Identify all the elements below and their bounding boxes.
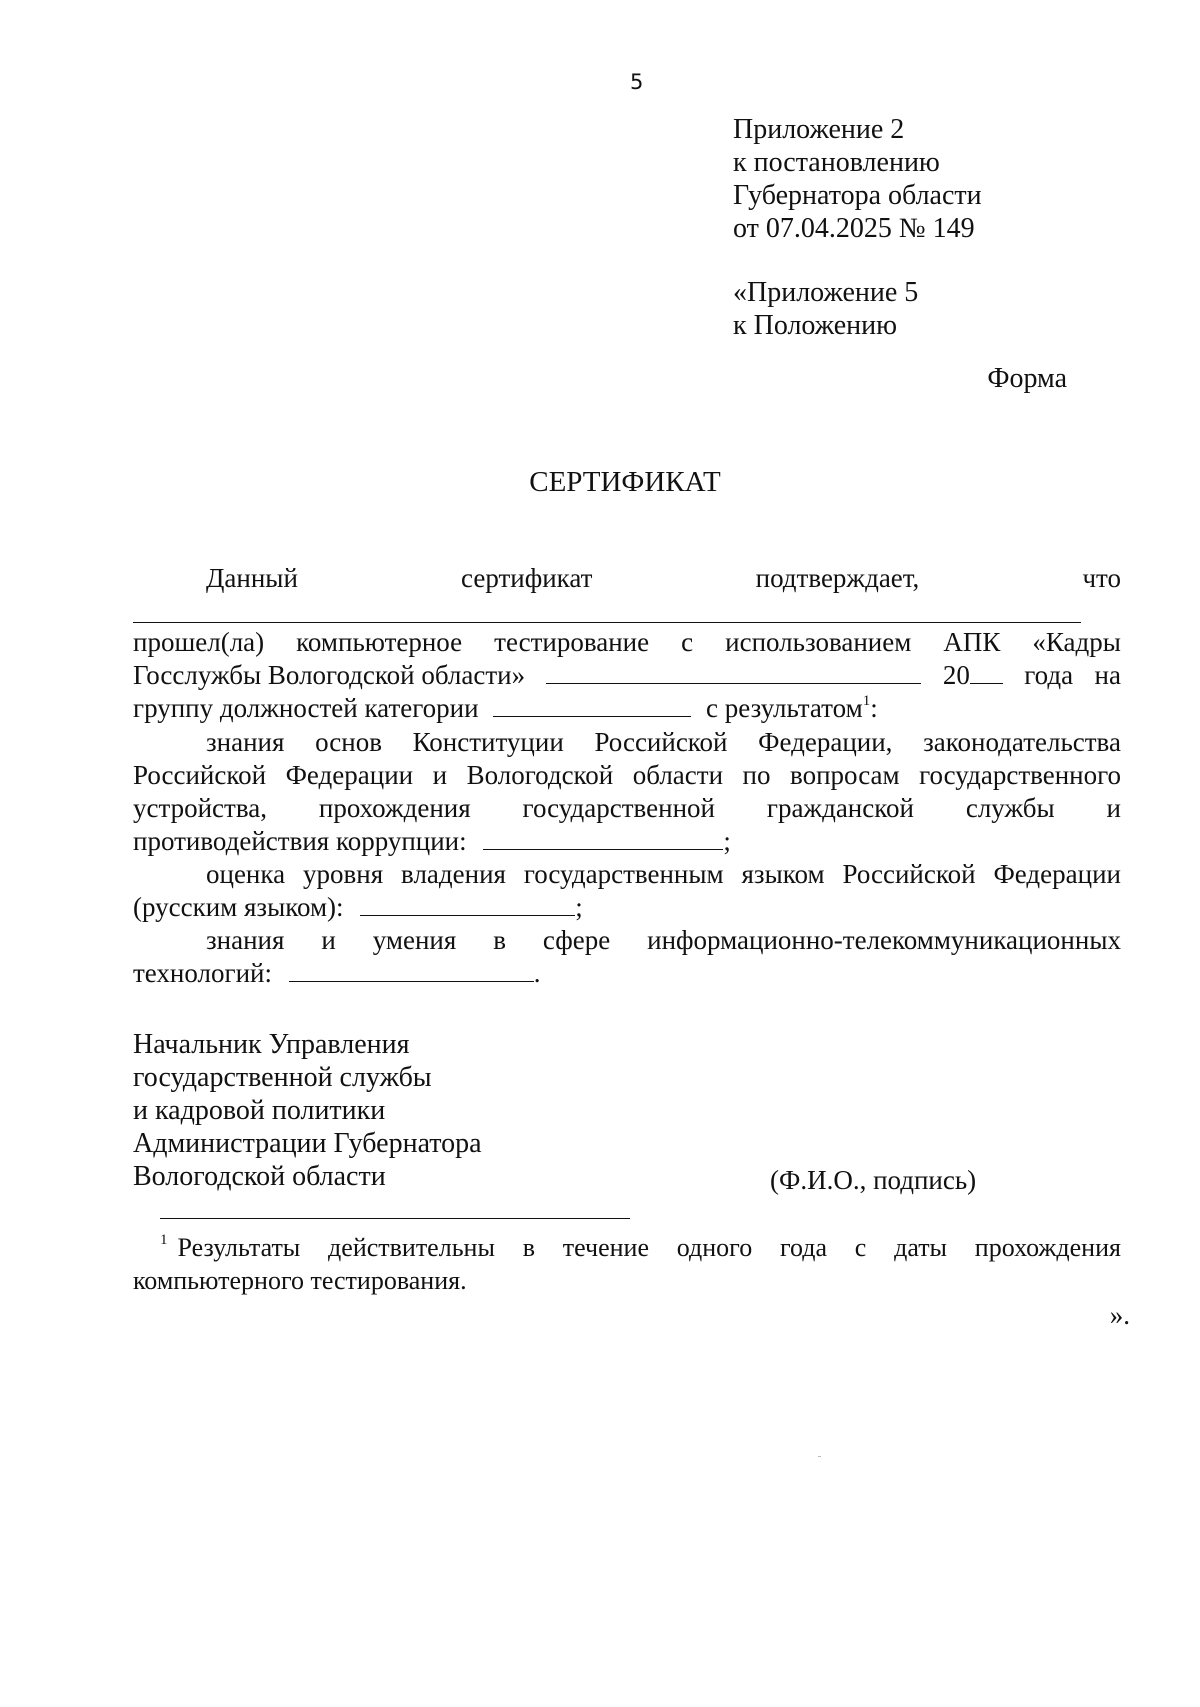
page-number: 5 xyxy=(630,70,644,94)
word: прохождения xyxy=(318,793,471,823)
word: подтверждает, xyxy=(755,563,920,593)
word: в xyxy=(493,925,506,955)
body-line xyxy=(133,958,540,989)
word: по xyxy=(742,760,771,790)
word: Федерации xyxy=(993,859,1121,889)
line-start: группу должностей категории xyxy=(133,693,479,723)
word: Российской xyxy=(133,760,267,790)
word: «Кадры xyxy=(1032,627,1121,657)
ict-result-blank xyxy=(289,959,534,982)
footnote-line xyxy=(160,1233,1121,1263)
word: информационно-телекоммуникационных xyxy=(647,925,1121,955)
footnote-ref: 1 xyxy=(862,693,871,709)
footnote-mark: 1 xyxy=(160,1232,168,1248)
word: Федерации, xyxy=(758,727,893,757)
year-group xyxy=(943,660,1003,691)
appendix-line: к Положению xyxy=(733,310,898,341)
body-line xyxy=(133,793,1121,824)
word: государственной xyxy=(522,793,715,823)
signatory-line: Вологодской области xyxy=(133,1161,386,1192)
signatory-line: Администрации Губернатора xyxy=(133,1128,482,1159)
word: с xyxy=(854,1233,867,1262)
word: Федерации xyxy=(285,760,414,790)
category-blank xyxy=(493,694,691,717)
word: тестирование xyxy=(494,627,650,657)
word: действительны xyxy=(328,1233,495,1262)
word: прохождения xyxy=(974,1233,1121,1262)
word: знания xyxy=(206,727,285,757)
word: Конституции xyxy=(412,727,564,757)
appendix-header xyxy=(733,113,982,245)
word: на xyxy=(1094,660,1121,690)
signatory-block xyxy=(133,1028,482,1193)
body-line xyxy=(206,925,1121,956)
word: умения xyxy=(372,925,457,955)
word: и xyxy=(321,925,336,955)
colon: : xyxy=(870,693,878,723)
body-line xyxy=(133,693,878,724)
word: в xyxy=(522,1233,535,1262)
word: одного xyxy=(676,1233,753,1262)
word: вопросам xyxy=(790,760,900,790)
body-line xyxy=(133,760,1121,791)
document-title: СЕРТИФИКАТ xyxy=(529,466,721,498)
closing-quote: ». xyxy=(1109,1300,1130,1330)
word: области xyxy=(632,760,724,790)
signature-label: (Ф.И.О., подпись) xyxy=(770,1165,977,1195)
word: и xyxy=(432,760,448,790)
appendix-line: к постановлению xyxy=(733,147,940,178)
appendix-line: «Приложение 5 xyxy=(733,277,919,308)
semicolon: ; xyxy=(723,826,731,856)
line-start: противодействия коррупции: xyxy=(133,826,467,856)
word: устройства, xyxy=(133,793,267,823)
word: службы xyxy=(965,793,1055,823)
word: Российской xyxy=(594,727,728,757)
word: что xyxy=(1082,563,1121,593)
footnote-separator xyxy=(160,1218,630,1219)
body-line xyxy=(133,660,1121,691)
word: владения xyxy=(401,859,506,889)
word: АПК xyxy=(943,627,1001,657)
word: законодательства xyxy=(923,727,1121,757)
form-label: Форма xyxy=(987,363,1067,394)
line-end: с результатом xyxy=(706,693,863,723)
semicolon: ; xyxy=(575,892,583,922)
word: Вологодской xyxy=(466,760,614,790)
date-blank xyxy=(546,661,921,684)
word: основ xyxy=(315,727,382,757)
word: языком xyxy=(741,859,825,889)
word: использованием xyxy=(725,627,912,657)
word: даты xyxy=(894,1233,948,1262)
knowledge-result-blank xyxy=(483,827,723,850)
word: Результаты xyxy=(177,1233,301,1262)
word: и xyxy=(1106,793,1121,823)
body-line xyxy=(206,859,1121,890)
line-start: (русским языком): xyxy=(133,892,344,922)
word: Данный xyxy=(206,563,298,593)
word: сертификат xyxy=(461,563,593,593)
word: течение xyxy=(562,1233,650,1262)
body-line xyxy=(206,727,1121,758)
scan-speck xyxy=(818,1456,821,1457)
word: года xyxy=(779,1233,828,1262)
signatory-line: Начальник Управления xyxy=(133,1029,410,1060)
word: государственного xyxy=(919,760,1121,790)
word: прошел(ла) xyxy=(133,627,265,657)
appendix-line: Губернатора области xyxy=(733,180,982,211)
footnote-group xyxy=(160,1233,300,1263)
body-line xyxy=(133,627,1121,658)
footnote-line: компьютерного тестирования. xyxy=(133,1266,467,1295)
word: гражданской xyxy=(766,793,914,823)
year-blank xyxy=(970,661,1003,684)
word: знания xyxy=(206,925,285,955)
inner-appendix-header xyxy=(733,276,918,342)
appendix-line: Приложение 2 xyxy=(733,114,905,145)
intro-line xyxy=(133,563,1121,594)
word: государственным xyxy=(523,859,724,889)
line-start: Госслужбы Вологодской области» xyxy=(133,660,526,690)
word: уровня xyxy=(303,859,384,889)
appendix-line: от 07.04.2025 № 149 xyxy=(733,213,975,244)
signatory-line: государственной службы xyxy=(133,1062,432,1093)
name-blank-line xyxy=(133,622,1081,623)
word: компьютерное xyxy=(296,627,463,657)
signatory-line: и кадровой политики xyxy=(133,1095,386,1126)
period: . xyxy=(533,958,541,988)
word: Российской xyxy=(842,859,976,889)
language-result-blank xyxy=(360,893,575,916)
word: сфере xyxy=(542,925,611,955)
year-prefix: 20 xyxy=(942,660,970,690)
word: с xyxy=(681,627,694,657)
word: года xyxy=(1024,660,1074,690)
line-start: технологий: xyxy=(133,958,272,988)
body-line xyxy=(133,892,583,923)
word: оценка xyxy=(206,859,286,889)
body-line xyxy=(133,826,731,857)
